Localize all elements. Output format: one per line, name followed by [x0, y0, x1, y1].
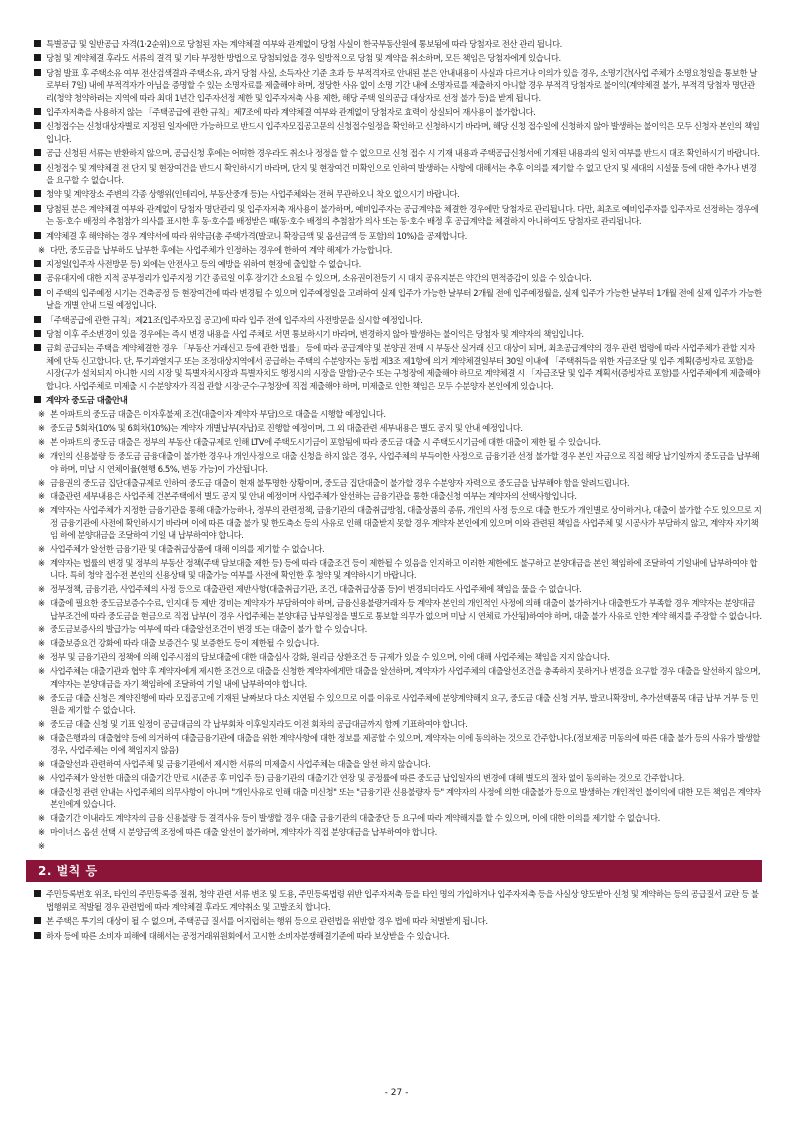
section-heading-penalties: 2. 벌칙 등 — [26, 860, 762, 882]
square-bullet-icon — [34, 232, 41, 239]
square-bullet-icon — [34, 316, 41, 323]
reference-mark-icon: ※ — [38, 786, 45, 797]
note-item — [34, 408, 762, 420]
square-bullet-icon — [34, 274, 41, 281]
item-text: 본 주택은 투기의 대상이 될 수 없으며, 주택공급 질서를 어지럽히는 행위 등으로 관련법을 위반할 경우 법에 따라 처벌받게 됩니다. — [46, 916, 488, 927]
note-item — [34, 812, 762, 824]
list-item — [34, 162, 762, 187]
list-item — [34, 915, 762, 927]
square-bullet-icon — [34, 108, 41, 115]
reference-mark-icon: ※ — [38, 638, 45, 649]
square-bullet-icon — [34, 330, 41, 337]
reference-mark-icon: ※ — [38, 692, 45, 703]
reference-mark-icon: ※ — [38, 666, 45, 677]
list-item — [34, 38, 762, 50]
square-bullet-icon — [34, 149, 41, 156]
note-item — [34, 718, 762, 730]
note-text: 대출기간 이내라도 계약자의 금융 신용불량 등 결격사유 등이 발생할 경우 대출 금융기관의 대출중단 등 요구에 따라 계약해지를 할 수 있으며, 이에 대한 이의를 제기할 수 없습니다. — [50, 813, 660, 824]
square-bullet-icon — [34, 289, 41, 296]
note-text: 대출신청 관련 안내는 사업주체의 의무사항이 아니며 "개인사유로 인해 대출 미신청" 또는 "금융기관 신용불량자 등" 계약자의 사정에 의한 대출불가 등으로 발생하는 개인적인 불이익에 대한 모든 책임은 계약자 본인에게 있습니다. — [50, 786, 761, 810]
note-text: 대출은행과의 대출협약 등에 의거하여 대출금융기관에 대출을 위한 계약사항에 대한 정보를 제공할 수 있으며, 계약자는 이에 동의하는 것으로 간주합니다.(정보제공 미동의에 따른 대출 불가 등의 사유가 발생할 경우, 사업주체는 이에 책임지지 않음) — [50, 732, 760, 756]
item-text: 신청접수는 신청대상자별로 지정된 일자에만 가능하므로 반드시 입주자모집공고문의 신청접수일정을 확인하고 신청하시기 바라며, 해당 신청 접수일에 신청하지 않아 발생하는 불이익은 모두 신청자 본인의 책임입니다. — [46, 121, 760, 144]
reference-mark-icon: ※ — [38, 652, 45, 663]
note-item — [34, 758, 762, 770]
list-item — [34, 888, 762, 913]
reference-mark-icon: ※ — [38, 827, 45, 838]
reference-mark-icon: ※ — [38, 409, 45, 420]
item-text: 입주자저축을 사용하지 않는 「주택공급에 관한 규칙」제7조에 따라 계약체결 여부와 관계없이 당첨자로 효력이 상실되어 재사용이 불가합니다. — [46, 107, 536, 118]
list-item — [34, 203, 762, 228]
item-text: 이 주택의 입주예정 시기는 건축공정 등 현장여건에 따라 변경될 수 있으며 입주예정일을 고려하여 실제 입주가 가능한 날부터 2개월 전에 입주예정월을, 실제 입주가 가능한 날부터 1개월 전에 실제 입주가 가능한 날을 개별 안내 드릴 예정입니다. — [46, 287, 762, 311]
note-item — [34, 422, 762, 434]
reference-mark-icon: ※ — [38, 772, 45, 783]
list-item — [34, 67, 762, 104]
item-text: 당첨 및 계약체결 후라도 서류의 결격 및 기타 부정한 방법으로 당첨되었을 경우 일방적으로 당첨 및 계약을 취소하며, 모든 책임은 당첨자에게 있습니다. — [46, 53, 561, 64]
note-item — [34, 436, 762, 448]
note-text: 마이너스 옵션 선택 시 분양금액 조정에 따른 대출 알선이 불가하며, 계약자가 직접 분양대금을 납부하여야 합니다. — [50, 827, 437, 838]
note-text: 다만, 중도금을 납부하도 납부한 후에는 사업주체가 인정하는 경우에 한하여 계약 해제가 가능합니다. — [50, 245, 393, 256]
square-bullet-icon — [34, 260, 41, 267]
note-text: 계약자는 사업주체가 지정한 금융기관을 통해 대출가능하나, 정부의 관련정책, 금융기관의 대출취급방침, 대출상품의 종류, 개인의 사정 등으로 대출 한도가 개인별로 상이하거나, 대출이 불가할 수도 있으므로 지정 금융기관에 사전에 확인하시기 바라며 이에 따른 대출 불가 및 한도축소 등의 사유로 인해 대출받지 못할 경우 계약자 본인에게 있으며 이와 관련된 책임을 사업주체 및 시공사가 부담하지 않고, 계약자 자기책임 하에 분양대금을 조달하여 기일 내 납부하여야 합니다. — [50, 505, 762, 541]
note-text: 본 아파트의 중도금 대출은 정부의 부동산 대출규제로 인해 LTV에 주택도시기금이 포함됨에 따라 중도금 대출 시 주택도시기금에 대한 대출이 제한 될 수 있습니다. — [50, 437, 601, 448]
reference-mark-icon: ※ — [38, 423, 45, 434]
note-text: 사업주체는 대출기관과 협약 후 계약자에게 제시한 조건으로 대출을 신청한 계약자에게만 대출을 알선하며, 계약자가 사업주체의 대출알선조건을 충족하지 못하거나 변경을 요구할 경우 대출을 알선하지 않으며, 계약자는 분양대금을 자기 책임하에 조달하여 기일 내에 납부하여야 합니다. — [50, 666, 761, 689]
reference-mark-icon: ※ — [38, 245, 45, 256]
item-text: 신청접수 및 계약체결 전 단지 및 현장여건을 반드시 확인하시기 바라며, 단지 및 현장여건 미확인으로 인하여 발생하는 사항에 대해서는 추후 이의를 제기할 수 없고 단지 및 세대의 시설물 등에 대한 추가나 변경을 요구할 수 없습니다. — [46, 162, 757, 186]
note-item — [34, 583, 762, 595]
reference-mark-icon: ※ — [38, 718, 45, 729]
note-text: 중도금보증사의 발급가능 여부에 따라 대출알선조건이 변경 또는 대출이 불가 할 수 있습니다. — [50, 624, 367, 635]
square-bullet-icon — [34, 205, 41, 212]
square-bullet-icon — [34, 40, 41, 47]
square-bullet-icon — [34, 69, 41, 76]
note-text: 중도금 대출 신청 및 기표 일정이 공급대금의 각 납부회차 이후일지라도 이전 회차의 공급대금까지 함께 기표하여야 합니다. — [50, 718, 468, 729]
reference-mark-icon: ※ — [38, 477, 45, 488]
note-item — [34, 637, 762, 649]
note-item — [34, 543, 762, 555]
note-text: 사업주체가 알선한 금융기관 및 대출취급상품에 대해 이의를 제기할 수 없습니다. — [50, 544, 325, 555]
list-item — [34, 120, 762, 145]
note-item — [34, 557, 762, 582]
square-bullet-icon — [34, 344, 41, 351]
note-text: 개인의 신용불량 등 중도금 금융대출이 불가한 경우나 개인사정으로 대출 신청을 하지 않은 경우, 사업주체의 부득이한 사정으로 금융기관 선정 불가할 경우 본인 자금으로 직접 해당 납기일까지 중도금을 납부해야 하며, 미납 시 연체이율(현행 6.5%, 변동 가능)이 가산됩니다. — [50, 451, 760, 474]
note-item — [34, 477, 762, 489]
reference-mark-icon: ※ — [38, 451, 45, 462]
item-text: 당첨된 분은 계약체결 여부와 관계없이 당첨자 명단관리 및 입주자저축 재사용이 불가하며, 예비입주자는 공급계약을 체결한 경우에만 당첨자로 관리됩니다. 다만, 최초로 예비입주자를 입주자로 선정하는 경우에는 동·호수 배정의 추첨참가 의사를 표시한 후 동·호수를 배정받은 때(동·호수 배정의 추첨참가 의사 또는 동·호수 배정 후 공급계약을 체결하지 아니하여도 당첨자로 관리됩니다. — [46, 203, 759, 227]
square-bullet-icon — [34, 890, 41, 897]
list-item — [34, 930, 762, 942]
reference-mark-icon: ※ — [38, 813, 45, 824]
note-text: 금융권의 중도금 집단대출규제로 인하여 중도금 대출이 현재 불투명한 상황이며, 중도금 집단대출이 불가할 경우 수분양자 자력으로 중도금을 납부해야 함을 알려드립니다. — [50, 477, 630, 488]
reference-mark-icon: ※ — [38, 759, 45, 770]
list-item — [34, 287, 762, 312]
list-item — [34, 328, 762, 340]
item-text: 금회 공급되는 주택을 계약체결한 경우 「부동산 거래신고 등에 관한 법률」 등에 따라 공급계약 및 분양권 전매 시 부동산 실거래 신고 대상이 되며, 최초공급계약의 경우 관련 법령에 따라 사업주체가 관할 지자체에 단독 신고합니다. 단, 투기과열지구 또는 조정대상지역에서 공급하는 주택의 수분양자는 동법 제3조 제1항에 의거 계약체결일부터 30일 이내에 「주택취득을 위한 자금조달 및 입주 계획(증빙자료 포함)을 시장(구가 설치되지 아니한 시의 시장 및 특별자치시장과 특별자치도 행정시의 시장을 말함)·군수 또는 구청장에 제출해야 하므로 계약체결 시 「자금조달 및 입주 계획서(증빙자료 포함)를 사업주체에게 제출해야 합니다. 사업주체로 미제출 시 수분양자가 직접 관할 시장·군수·구청장에 직접 제출해야 하며, 미제출로 인한 책임은 모두 수분양자 본인에게 있습니다. — [46, 343, 761, 391]
reference-mark-icon: ※ — [38, 544, 45, 555]
reference-mark-icon: ※ — [38, 624, 45, 635]
square-bullet-icon — [34, 54, 41, 61]
note-item — [34, 826, 762, 838]
list-item — [34, 272, 762, 284]
loan-heading-text: 계약자 중도금 대출안내 — [46, 395, 128, 406]
note-item — [34, 504, 762, 541]
item-text: 「주택공급에 관한 규칙」제21조(입주자모집 공고)에 따라 입주 전에 입주자의 사전방문을 실시할 예정입니다. — [46, 314, 423, 325]
note-item — [34, 450, 762, 475]
reference-mark-icon: ※ — [38, 732, 45, 743]
item-text: 당첨 이후 주소변경이 있을 경우에는 즉시 변경 내용을 사업 주체로 서면 통보하시기 바라며, 변경하지 않아 발생하는 불이익은 당첨자 및 계약자의 책임입니다. — [46, 329, 584, 340]
note-text: 대출관련 세부내용은 사업주체 건본주택에서 별도 공지 및 안내 예정이며 사업주체가 알선하는 금융기관을 통한 대출신청 여부는 계약자의 선택사항입니다. — [50, 491, 577, 502]
square-bullet-icon — [34, 917, 41, 924]
reference-mark-icon: ※ — [38, 840, 45, 851]
item-text: 공급 신청된 서류는 반환하지 않으며, 공급신청 후에는 어떠한 경우라도 취소나 정정을 할 수 없으므로 신청 접수 시 기재 내용과 주택공급신청서에 기재된 내용과의 일치 여부를 반드시 대조 확인하시기 바랍니다. — [46, 148, 760, 159]
note-text: 중도금 5회차(10% 및 6회차(10%)는 계약자 개별납부(자납)로 진행할 예정이며, 그 외 대출관련 세부내용은 별도 공지 및 안내 예정입니다. — [50, 423, 523, 434]
square-bullet-icon — [34, 396, 41, 403]
note-item — [34, 786, 762, 811]
reference-mark-icon: ※ — [38, 491, 45, 502]
reference-mark-icon: ※ — [38, 505, 45, 516]
note-item — [34, 732, 762, 757]
note-text: 대출알선과 관련하여 사업주체 및 금융기관에서 제시한 서류의 미제출시 사업주체는 대출을 알선 하지 않습니다. — [50, 759, 431, 770]
note-item — [34, 665, 762, 690]
square-bullet-icon — [34, 164, 41, 171]
note-item — [34, 772, 762, 784]
note-item — [34, 623, 762, 635]
square-bullet-icon — [34, 932, 41, 939]
note-item — [34, 597, 762, 622]
reference-mark-icon: ※ — [38, 584, 45, 595]
note-text: 계약자는 법률의 변경 및 정부의 부동산 정책(주택 담보대출 제한 등) 등에 따라 대출조건 등이 제한될 수 있음을 인지하고 이러한 제한에도 불구하고 분양대금을 본인 책임하에 조달하여 기일내에 납부하여야 합니다. 특히 청약 접수전 본인의 신용상태 및 대출가능 여부를 사전에 확인한 후 청약 및 계약하시기 바랍니다. — [50, 557, 758, 581]
item-text: 계약체결 후 해약하는 경우 계약서에 따라 위약금(총 주택가격(발코니 확장금액 및 옵션금액 등 포함)의 10%)을 공제합니다. — [46, 230, 467, 241]
square-bullet-icon — [34, 122, 41, 129]
list-item — [34, 342, 762, 392]
list-item — [34, 147, 762, 159]
item-text: 공유대지에 대한 지적 공부정리가 입주지정 기간 종료일 이후 장기간 소요될 수 있으며, 소유권이전등기 시 대지 공유지분은 약간의 면적증감이 있을 수 있습니다. — [46, 273, 592, 284]
list-item — [34, 258, 762, 270]
note-item — [34, 692, 762, 717]
item-text: 주민등록번호 위조, 타인의 주민등록증 절취, 청약 관련 서류 변조 및 도용, 주민등록법령 위반 입주자저축 등을 타인 명의 가입하거나 입주자저축 등을 사실상 양도받아 신청 및 계약하는 등의 공급질서 교란 등 불법행위로 적발될 경우 관련법에 따라 계약체결 후라도 계약취소 및 고발조치 합니다. — [46, 889, 759, 912]
square-bullet-icon — [34, 190, 41, 197]
list-item — [34, 188, 762, 200]
note-text: 사업주체가 알선한 대출의 대출기간 만료 시(준공 후 미입주 등) 금융기관의 대출기간 연장 및 공정률에 따른 중도금 납입일자의 변경에 대해 별도의 절차 없이 동의하는 것으로 간주합니다. — [50, 772, 684, 783]
note-text: 대출보증요건 강화에 따라 대출 보증건수 및 보증한도 등이 제한될 수 있습니다. — [50, 638, 319, 649]
loan-section-heading — [34, 394, 762, 406]
item-text: 청약 및 계약장소 주변의 각종 상행위(인테리어, 부동산중개 등)는 사업주체와는 전혀 무관하오니 착오 없으시기 바랍니다. — [46, 189, 460, 200]
page-number: - 27 - — [384, 1088, 409, 1098]
document-body — [34, 38, 762, 944]
item-text: 하자 등에 따른 소비자 피해에 대해서는 공정거래위원회에서 고시한 소비자분쟁해결기준에 따라 보상받을 수 있습니다. — [46, 930, 450, 941]
list-item — [34, 230, 762, 242]
note-text: 중도금 대출 신청은 계약진행에 따라 모집공고에 기재된 날짜보다 다소 지연될 수 있으므로 이를 이유로 사업주체에 분양계약해지 요구, 중도금 대출 신청 거부, 발코니확장비, 추가선택품목 대금 납부 거부 등 민원을 제기할 수 없습니다. — [50, 692, 759, 715]
note-text: 본 아파트의 중도금 대출은 이자후불제 조건(대출이자 계약자 부담)으로 대출을 시행할 예정입니다. — [50, 409, 386, 420]
item-text: 특별공급 및 일반공급 자격(1·2순위)으로 당첨된 자는 계약체결 여부와 관계없이 당첨 사실이 한국부동산원에 통보됨에 따라 당첨자로 전산 관리 됩니다. — [46, 39, 562, 49]
list-item — [34, 314, 762, 326]
note-text: 정부 및 금융기관의 정책에 의해 입주시점의 담보대출에 대한 대출심사 강화, 원리금 상환조건 등 규제가 있을 수 있으며, 이에 대해 사업주체는 책임을 지지 않습니다. — [50, 652, 610, 663]
reference-mark-icon: ※ — [38, 557, 45, 568]
note-text: 대출에 필요한 중도금보증수수료, 인지대 등 제반 경비는 계약자가 부담하여야 하며, 금융신용불량거래자 등 계약자 본인의 개인적인 사정에 의해 대출이 불가하거나 대출한도가 부족할 경우 계약자는 분양대금 납부조건에 따라 중도금을 현금으로 직접 납부(이 경우 사업주체는 분양대금 납부일정을 별도로 통보할 의무가 없으며 미납 시 연체료 가산됨)하여야 하며, 대출 불가 사유로 인한 계약 해지를 주장할 수 없습니다. — [50, 598, 762, 621]
item-text: 지정일(입주자 사전방문 등) 외에는 안전사고 등의 예방을 위하여 현장에 출입할 수 없습니다. — [46, 259, 361, 269]
list-item — [34, 52, 762, 64]
reference-mark-icon: ※ — [38, 437, 45, 448]
note-item — [34, 244, 762, 256]
list-item — [34, 106, 762, 118]
item-text: 당첨 발표 후 주택소유 여부 전산검색결과 주택소유, 과거 당첨 사실, 소득자산 기준 초과 등 부적격자로 안내된 분은 안내내용이 사실과 다르거나 이의가 있을 경우, 소명기간(사업 주체가 소명요청일을 통보한 날로부터 7일) 내에 부적격자가 아님을 증명할 수 있는 소명자료를 제출해야 하며, 정당한 사유 없이 소명 기간 내에 소명자료를 제출하지 아니할 경우 부적격 당첨자로 불이익(계약체결 불가, 부적격 당첨자 명단관리(청약 청약하려는 지역에 따라 최대 1년간 입주자선정 제한 및 입주자저축 사용 제한, 해당 주택 일의공급 대상자로 선정 불가 등)을 받게 됩니다. — [46, 67, 757, 103]
note-item — [34, 651, 762, 663]
note-item — [34, 490, 762, 502]
reference-mark-icon: ※ — [38, 598, 45, 609]
note-text: 정부정책, 금융기관, 사업주체의 사정 등으로 대출관련 제반사항(대출취급기관, 조건, 대출취급상품 등)이 변경되더라도 사업주체에 책임을 물을 수 없습니다. — [50, 584, 582, 595]
